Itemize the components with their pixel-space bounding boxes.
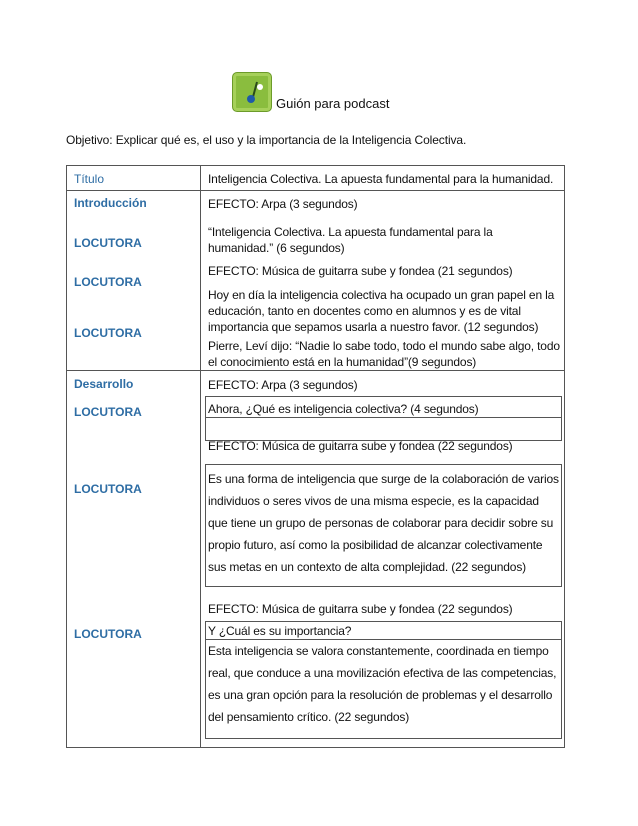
row-text-titulo: Inteligencia Colectiva. La apuesta fundamental para la humanidad. — [208, 172, 554, 186]
table-row-desarrollo — [66, 370, 565, 748]
script-line: Y ¿Cuál es su importancia? — [208, 624, 352, 638]
column-divider — [200, 371, 201, 747]
podcast-music-note-icon — [232, 72, 272, 112]
row-label-desarrollo: Desarrollo — [74, 377, 134, 391]
column-divider — [200, 191, 201, 370]
document-header — [0, 72, 638, 112]
speaker-label: LOCUTORA — [74, 236, 142, 250]
script-line: Ahora, ¿Qué es inteligencia colectiva? (4 segundos) — [208, 402, 479, 416]
script-line: Es una forma de inteligencia que surge de la colaboración de varios individuos o seres vivos de una misma especie, es la capacidad que tiene un grupo de personas de colaborar para decidir sobre su propio futuro, así como la posibilidad de alcanzar colectivamente sus metas en un contexto de alta complejidad. (22 segundos) — [208, 472, 559, 574]
script-line: EFECTO: Arpa (3 segundos) — [208, 197, 358, 211]
script-line: Esta inteligencia se valora constantemente, coordinada en tiempo real, que conduce a una movilización efectiva de las competencias, es una gran opción para la resolución de problemas y el desarrollo del pensamiento crítico. (22 segundos) — [208, 644, 557, 724]
speaker-label: LOCUTORA — [74, 405, 142, 419]
script-line: Hoy en día la inteligencia colectiva ha ocupado un gran papel en la educación, tanto en docentes como en alumnos y es de vital importancia que sepamos usarla a nuestro favor. (12 segundos) — [208, 288, 555, 334]
script-line: Pierre, Leví dijo: “Nadie lo sabe todo, todo el mundo sabe algo, todo el conocimiento está en la humanidad”(9 segundos) — [208, 339, 560, 369]
page-title: Guión para podcast — [276, 96, 390, 111]
script-line: EFECTO: Música de guitarra sube y fondea (22 segundos) — [208, 439, 513, 453]
script-line: EFECTO: Música de guitarra sube y fondea (21 segundos) — [208, 264, 513, 278]
row-label-introduccion: Introducción — [74, 196, 147, 210]
rule-line — [205, 417, 562, 418]
table-row-introduccion — [66, 190, 565, 371]
speaker-label: LOCUTORA — [74, 627, 142, 641]
script-line: EFECTO: Arpa (3 segundos) — [208, 378, 358, 392]
music-note-icon — [233, 73, 271, 111]
column-divider — [200, 166, 201, 190]
speaker-label: LOCUTORA — [74, 482, 142, 496]
objective-text: Objetivo: Explicar qué es, el uso y la importancia de la Inteligencia Colectiva. — [66, 133, 467, 147]
speaker-label: LOCUTORA — [74, 326, 142, 340]
speaker-label: LOCUTORA — [74, 275, 142, 289]
script-line: EFECTO: Música de guitarra sube y fondea (22 segundos) — [208, 602, 513, 616]
script-line: “Inteligencia Colectiva. La apuesta fundamental para la humanidad.” (6 segundos) — [208, 225, 493, 255]
table-row-titulo — [66, 165, 565, 191]
row-label-titulo: Título — [74, 172, 105, 186]
